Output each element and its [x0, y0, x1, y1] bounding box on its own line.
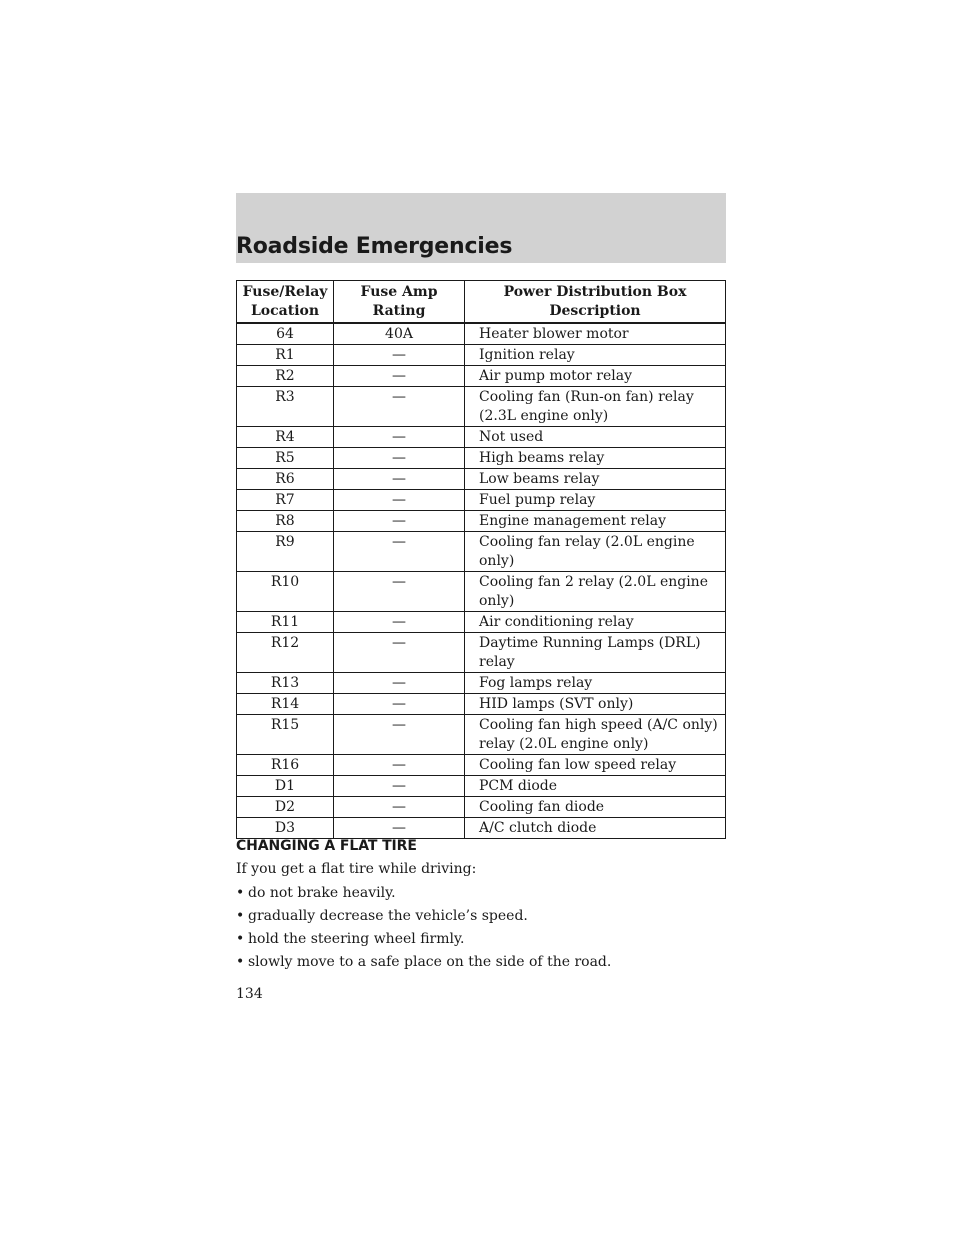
- cell-location: D3: [237, 818, 334, 839]
- table-row: [237, 572, 726, 612]
- table-row: [237, 797, 726, 818]
- cell-description: [465, 633, 726, 673]
- cell-rating: —: [334, 673, 465, 694]
- cell-location: D1: [237, 776, 334, 797]
- cell-description: [465, 387, 726, 427]
- cell-description-line: A/C clutch diode: [479, 820, 597, 836]
- cell-location: R12: [237, 633, 334, 673]
- cell-description-line: Not used: [479, 429, 544, 445]
- cell-description-line: Cooling fan 2 relay (2.0L engine: [479, 574, 708, 590]
- cell-description-line: relay: [479, 654, 515, 670]
- table-row: [237, 612, 726, 633]
- page-section-title: Roadside Emergencies: [236, 234, 513, 259]
- list-item: [236, 908, 726, 924]
- cell-rating: —: [334, 797, 465, 818]
- cell-description-line: only): [479, 593, 515, 609]
- cell-description-line: only): [479, 553, 515, 569]
- column-header-rating-line2: Rating: [372, 303, 426, 319]
- bullet-icon: •: [236, 908, 245, 924]
- cell-description-line: Ignition relay: [479, 347, 575, 363]
- cell-rating: —: [334, 755, 465, 776]
- column-header-description: [465, 281, 726, 324]
- cell-description: [465, 818, 726, 839]
- cell-rating: —: [334, 387, 465, 427]
- cell-location: R2: [237, 366, 334, 387]
- cell-description-line: Heater blower motor: [479, 326, 629, 342]
- cell-rating: —: [334, 427, 465, 448]
- cell-rating: —: [334, 345, 465, 366]
- column-header-location: [237, 281, 334, 324]
- bullet-icon: •: [236, 954, 245, 970]
- cell-description-line: Cooling fan (Run-on fan) relay: [479, 389, 694, 405]
- cell-rating: —: [334, 490, 465, 511]
- cell-description: [465, 490, 726, 511]
- cell-rating: —: [334, 469, 465, 490]
- cell-description: [465, 345, 726, 366]
- cell-description-line: Fog lamps relay: [479, 675, 593, 691]
- table-row: [237, 694, 726, 715]
- table-row: [237, 633, 726, 673]
- flat-tire-section: [236, 838, 726, 977]
- column-header-description-line1: Power Distribution Box: [503, 284, 687, 300]
- cell-description-line: PCM diode: [479, 778, 558, 794]
- table-row: [237, 490, 726, 511]
- table-row: [237, 323, 726, 345]
- cell-description-line: Low beams relay: [479, 471, 600, 487]
- cell-location: R7: [237, 490, 334, 511]
- cell-location: R1: [237, 345, 334, 366]
- cell-rating: —: [334, 448, 465, 469]
- cell-rating: —: [334, 818, 465, 839]
- cell-description-line: Fuel pump relay: [479, 492, 596, 508]
- column-header-location-line2: Location: [250, 303, 320, 319]
- cell-location: R9: [237, 532, 334, 572]
- cell-location: R11: [237, 612, 334, 633]
- cell-rating: —: [334, 612, 465, 633]
- cell-location: R8: [237, 511, 334, 532]
- cell-location: 64: [237, 323, 334, 345]
- section-intro: If you get a flat tire while driving:: [236, 861, 477, 877]
- column-header-description-line2: Description: [549, 303, 641, 319]
- list-item: [236, 954, 726, 970]
- table-row: [237, 755, 726, 776]
- cell-location: R16: [237, 755, 334, 776]
- table-header-row: [237, 281, 726, 324]
- cell-location: R15: [237, 715, 334, 755]
- cell-description-line: Air pump motor relay: [479, 368, 633, 384]
- table-row: [237, 427, 726, 448]
- cell-description-line: Cooling fan relay (2.0L engine: [479, 534, 695, 550]
- cell-description: [465, 776, 726, 797]
- list-item-text: gradually decrease the vehicle’s speed.: [248, 908, 528, 924]
- cell-description-line: Air conditioning relay: [479, 614, 634, 630]
- table-body: [237, 323, 726, 839]
- cell-description: [465, 797, 726, 818]
- bullet-icon: •: [236, 885, 245, 901]
- cell-location: R4: [237, 427, 334, 448]
- cell-description: [465, 612, 726, 633]
- cell-location: R6: [237, 469, 334, 490]
- cell-rating: —: [334, 511, 465, 532]
- cell-rating: —: [334, 366, 465, 387]
- table-row: [237, 387, 726, 427]
- cell-rating: —: [334, 572, 465, 612]
- table-row: [237, 448, 726, 469]
- cell-rating: 40A: [334, 323, 465, 345]
- cell-rating: —: [334, 633, 465, 673]
- table-row: [237, 511, 726, 532]
- cell-description: [465, 755, 726, 776]
- list-item-text: slowly move to a safe place on the side of the road.: [248, 954, 612, 970]
- cell-description: [465, 572, 726, 612]
- list-item: [236, 885, 726, 901]
- fuse-relay-table: [236, 280, 726, 839]
- section-heading: CHANGING A FLAT TIRE: [236, 838, 417, 854]
- cell-description-line: HID lamps (SVT only): [479, 696, 634, 712]
- cell-description-line: Cooling fan low speed relay: [479, 757, 677, 773]
- table-row: [237, 532, 726, 572]
- column-header-location-line1: Fuse/Relay: [242, 284, 328, 300]
- cell-location: R5: [237, 448, 334, 469]
- cell-description-line: (2.3L engine only): [479, 408, 609, 424]
- list-item-text: do not brake heavily.: [248, 885, 396, 901]
- cell-description-line: Daytime Running Lamps (DRL): [479, 635, 701, 651]
- table-row: [237, 818, 726, 839]
- cell-description: [465, 448, 726, 469]
- list-item-text: hold the steering wheel firmly.: [248, 931, 465, 947]
- cell-description: [465, 511, 726, 532]
- cell-rating: —: [334, 776, 465, 797]
- list-item: [236, 931, 726, 947]
- table-row: [237, 366, 726, 387]
- table-row: [237, 776, 726, 797]
- table-row: [237, 345, 726, 366]
- bullet-icon: •: [236, 931, 245, 947]
- cell-description: [465, 694, 726, 715]
- table-row: [237, 715, 726, 755]
- cell-location: R14: [237, 694, 334, 715]
- column-header-rating: [334, 281, 465, 324]
- cell-location: R13: [237, 673, 334, 694]
- column-header-rating-line1: Fuse Amp: [360, 284, 438, 300]
- cell-rating: —: [334, 532, 465, 572]
- cell-description: [465, 715, 726, 755]
- cell-rating: —: [334, 694, 465, 715]
- cell-description: [465, 532, 726, 572]
- cell-location: R10: [237, 572, 334, 612]
- cell-description: [465, 366, 726, 387]
- cell-description-line: Cooling fan diode: [479, 799, 605, 815]
- table-row: [237, 469, 726, 490]
- cell-description-line: High beams relay: [479, 450, 605, 466]
- bullet-list: [236, 885, 726, 970]
- cell-description: [465, 427, 726, 448]
- cell-location: R3: [237, 387, 334, 427]
- cell-description-line: Cooling fan high speed (A/C only): [479, 717, 718, 733]
- cell-description: [465, 673, 726, 694]
- cell-description-line: relay (2.0L engine only): [479, 736, 649, 752]
- cell-rating: —: [334, 715, 465, 755]
- cell-description: [465, 323, 726, 345]
- cell-location: D2: [237, 797, 334, 818]
- cell-description-line: Engine management relay: [479, 513, 667, 529]
- cell-description: [465, 469, 726, 490]
- page-number: 134: [236, 986, 263, 1002]
- table-row: [237, 673, 726, 694]
